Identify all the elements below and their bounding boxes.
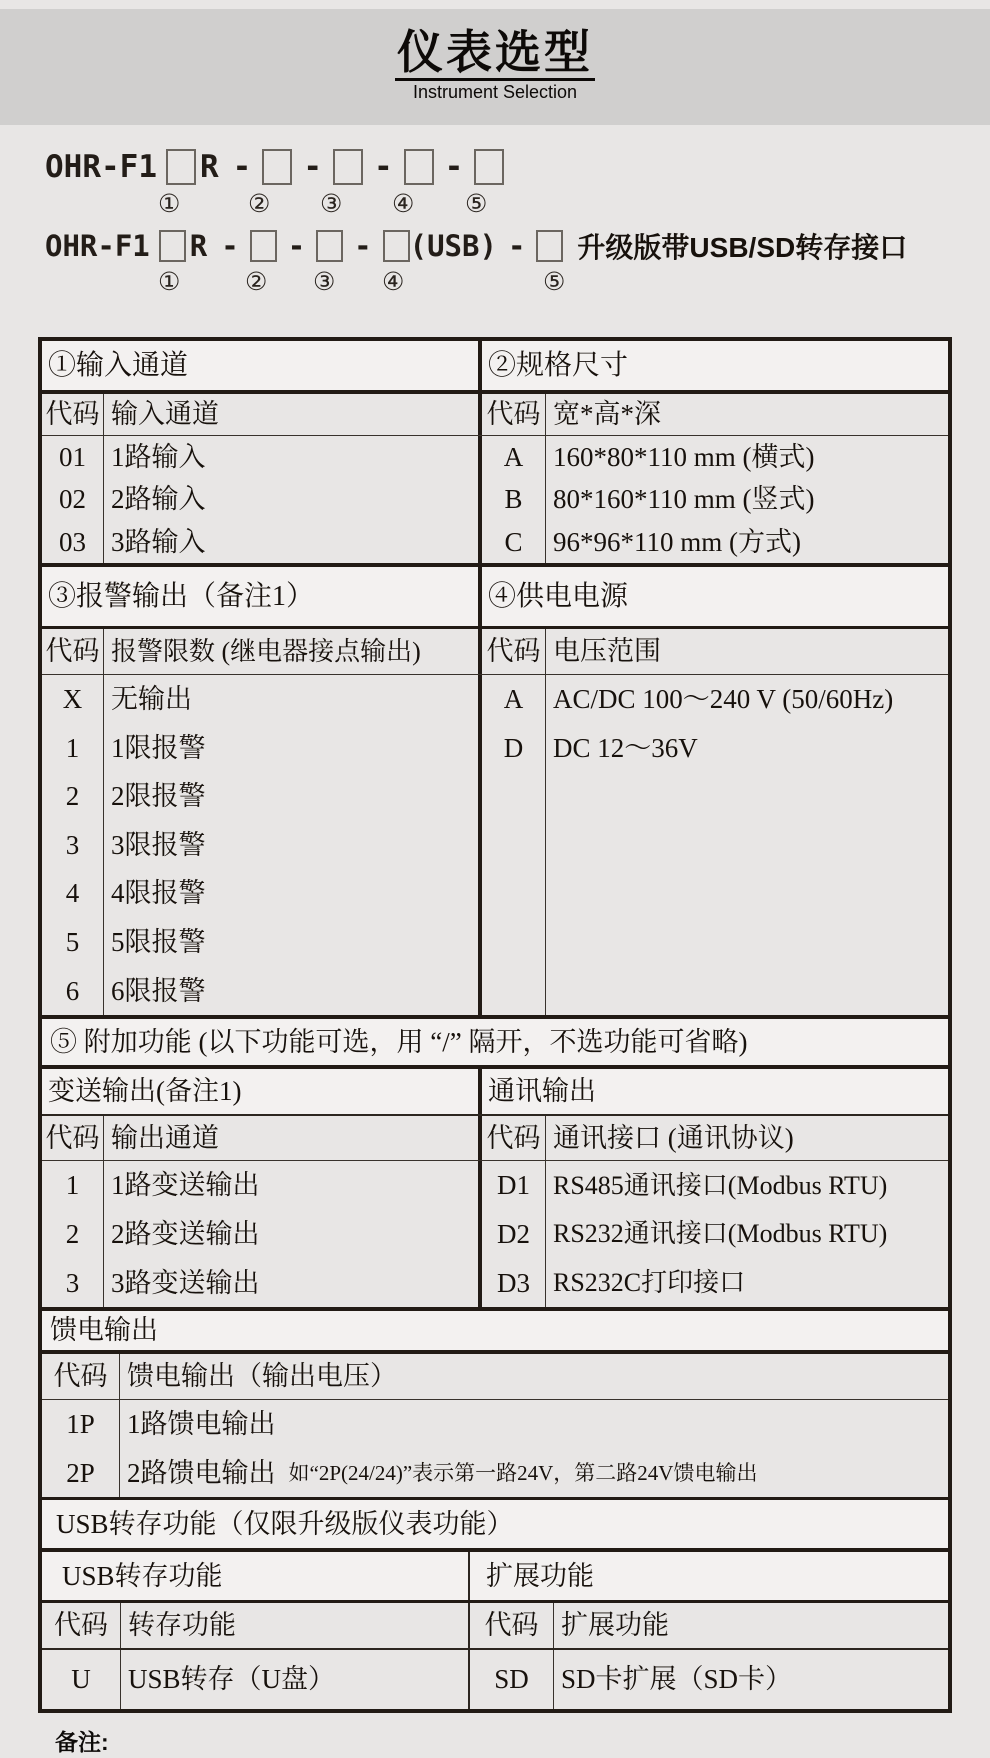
circle-1-marker: ① xyxy=(158,191,181,218)
model-prefix: OHR-F1 xyxy=(45,149,157,185)
desc-header: 转存功能 xyxy=(128,1610,236,1641)
model-box-3 xyxy=(316,230,343,262)
section-5-title: ⑤ 附加功能 (以下功能可选，用 “/” 隔开，不选功能可省略) xyxy=(50,1026,748,1057)
option-code: 1 xyxy=(65,732,80,763)
section-1-2-data-rows xyxy=(42,436,948,567)
model-r-label: R xyxy=(199,149,219,185)
option-desc: 3限报警 xyxy=(111,829,206,860)
option-desc: USB转存（U盘） xyxy=(128,1664,336,1695)
model-code-area xyxy=(45,144,975,300)
option-desc: 3路输入 xyxy=(111,526,206,557)
model-code-line-2 xyxy=(45,224,975,268)
option-desc: RS232C打印接口 xyxy=(553,1268,746,1298)
section-3-4-header-row xyxy=(42,567,948,629)
model-box-2 xyxy=(262,149,292,185)
code-header: 代码 xyxy=(482,394,546,435)
option-desc: DC 12～36V xyxy=(553,732,698,763)
model-dash: - xyxy=(232,149,252,185)
option-desc: RS232通讯接口(Modbus RTU) xyxy=(553,1219,888,1249)
section-5-header-row xyxy=(42,1019,948,1069)
model-box-2 xyxy=(250,230,277,262)
option-code: 4 xyxy=(65,878,80,909)
code-header: 代码 xyxy=(42,394,104,435)
usb-expand-colhead-row xyxy=(42,1603,948,1650)
model-box-1 xyxy=(166,149,196,185)
option-code: 6 xyxy=(65,975,80,1006)
option-code: A xyxy=(503,684,524,715)
model-dash: - xyxy=(507,229,526,263)
desc-header: 报警限数 (继电器接点输出) xyxy=(111,636,421,666)
code-header: 代码 xyxy=(482,629,546,674)
option-code: D3 xyxy=(497,1267,530,1298)
comm-output-title: 通讯输出 xyxy=(488,1076,596,1107)
option-code: 3 xyxy=(65,1267,80,1298)
page-title: 仪表选型 xyxy=(395,27,595,81)
section-2-title: ②规格尺寸 xyxy=(488,349,629,381)
option-desc: 无输出 xyxy=(111,684,192,715)
model-box-4 xyxy=(383,230,410,262)
desc-header: 输出通道 xyxy=(111,1122,219,1153)
transmit-comm-data-rows xyxy=(42,1161,948,1311)
option-code: X xyxy=(62,684,83,715)
model-dash: - xyxy=(374,149,393,185)
circle-markers-row-2 xyxy=(45,268,975,300)
option-desc: 4限报警 xyxy=(111,878,206,909)
section-4-title: ④供电电源 xyxy=(488,580,629,612)
circle-1-marker: ① xyxy=(158,269,181,296)
desc-header: 馈电输出（输出电压） xyxy=(127,1361,397,1392)
option-desc: 80*160*110 mm (竖式) xyxy=(553,484,815,515)
remark-label: 备注: xyxy=(55,1729,109,1755)
option-desc: 160*80*110 mm (横式) xyxy=(553,441,815,472)
model-box-3 xyxy=(333,149,363,185)
option-desc: 2路输入 xyxy=(111,484,206,515)
circle-5-marker: ⑤ xyxy=(465,191,488,218)
option-desc: 96*96*110 mm (方式) xyxy=(553,526,801,557)
section-1-title: ①输入通道 xyxy=(48,349,189,381)
desc-header: 扩展功能 xyxy=(561,1610,669,1641)
feed-output-title: 馈电输出 xyxy=(50,1315,158,1346)
model-dash: - xyxy=(287,229,306,263)
model-box-5 xyxy=(536,230,563,262)
selection-spec-table xyxy=(38,337,952,1713)
desc-header: 通讯接口 (通讯协议) xyxy=(553,1122,794,1153)
usb-function-title: USB转存功能 xyxy=(62,1560,223,1591)
option-code: 03 xyxy=(59,526,86,557)
page-subtitle: Instrument Selection xyxy=(412,82,578,102)
option-code: D2 xyxy=(497,1218,530,1249)
option-code: 02 xyxy=(59,484,86,515)
circle-5-marker: ⑤ xyxy=(543,269,566,296)
model-box-4 xyxy=(404,149,434,185)
option-code: 1 xyxy=(65,1170,80,1201)
circle-3-marker: ③ xyxy=(320,191,343,218)
option-code: A xyxy=(503,441,524,472)
option-code: 1P xyxy=(66,1409,95,1440)
option-code: 3 xyxy=(65,829,80,860)
code-header: 代码 xyxy=(42,629,104,674)
option-desc: 1路变送输出 xyxy=(111,1170,260,1201)
section-3-4-data-rows xyxy=(42,675,948,1019)
circle-3-marker: ③ xyxy=(313,269,336,296)
option-code: 2 xyxy=(65,781,80,812)
option-desc: 5限报警 xyxy=(111,927,206,957)
model-code-line-1 xyxy=(45,144,975,190)
option-desc: 2路变送输出 xyxy=(111,1218,260,1249)
desc-header: 宽*高*深 xyxy=(553,399,661,430)
usb-section-header-row xyxy=(42,1500,948,1552)
circle-2-marker: ② xyxy=(245,269,268,296)
model-prefix: OHR-F1 xyxy=(45,229,150,263)
circle-2-marker: ② xyxy=(248,191,271,218)
option-code: D xyxy=(503,732,524,763)
desc-header: 输入通道 xyxy=(111,399,219,430)
option-desc: 2限报警 xyxy=(111,781,206,812)
expand-function-title: 扩展功能 xyxy=(486,1560,594,1591)
option-code: 2 xyxy=(65,1218,80,1249)
option-code: 01 xyxy=(59,441,86,472)
section-1-2-header-row xyxy=(42,341,948,394)
code-header: 代码 xyxy=(42,1354,120,1399)
header-banner xyxy=(0,9,990,125)
code-header: 代码 xyxy=(42,1603,121,1648)
option-desc: AC/DC 100～240 V (50/60Hz) xyxy=(553,684,894,715)
feed-output-header-row xyxy=(42,1311,948,1354)
circle-markers-row-1 xyxy=(45,190,975,222)
circle-4-marker: ④ xyxy=(392,191,415,218)
model-box-1 xyxy=(159,230,186,262)
option-code: SD xyxy=(470,1650,554,1709)
option-code: U xyxy=(42,1650,121,1709)
transmit-output-title: 变送输出(备注1) xyxy=(48,1076,242,1107)
feed-data-rows xyxy=(42,1400,948,1500)
option-desc: SD卡扩展（SD卡） xyxy=(561,1664,793,1695)
transmit-comm-header-row xyxy=(42,1069,948,1116)
code-header: 代码 xyxy=(42,1116,104,1160)
option-code: B xyxy=(504,484,523,515)
option-desc: 1路馈电输出 xyxy=(127,1409,276,1440)
section-1-2-colhead-row xyxy=(42,394,948,436)
usb-section-title: USB转存功能（仅限升级版仪表功能） xyxy=(56,1508,514,1539)
model-box-5 xyxy=(474,149,504,185)
upgrade-version-note: 升级版带USB/SD转存接口 xyxy=(577,232,908,263)
circle-4-marker: ④ xyxy=(382,269,405,296)
option-desc: 1路输入 xyxy=(111,441,206,472)
model-r-label: R xyxy=(189,229,208,263)
model-dash: - xyxy=(444,149,464,185)
option-desc: 1限报警 xyxy=(111,732,206,763)
desc-header: 电压范围 xyxy=(553,636,661,667)
option-code: 2P xyxy=(66,1457,95,1488)
option-desc: 2路馈电输出 xyxy=(127,1457,276,1488)
option-note: 如“2P(24/24)”表示第一路24V，第二路24V馈电输出 xyxy=(288,1460,758,1485)
transmit-comm-colhead-row xyxy=(42,1116,948,1161)
option-code: 5 xyxy=(65,926,80,957)
option-desc: 6限报警 xyxy=(111,975,206,1006)
model-dash: - xyxy=(221,229,239,263)
code-header: 代码 xyxy=(470,1603,554,1648)
section-3-4-colhead-row xyxy=(42,629,948,675)
option-code: C xyxy=(504,526,523,557)
usb-expand-header-row xyxy=(42,1552,948,1603)
model-dash: - xyxy=(303,149,322,185)
usb-expand-data-row xyxy=(42,1650,948,1709)
model-usb-label: (USB) xyxy=(409,229,497,263)
option-code: D1 xyxy=(497,1170,530,1201)
section-3-title: ③报警输出（备注1） xyxy=(48,580,315,612)
code-header: 代码 xyxy=(482,1116,546,1160)
model-dash: - xyxy=(354,229,372,263)
option-desc: 3路变送输出 xyxy=(111,1267,260,1298)
option-desc: RS485通讯接口(Modbus RTU) xyxy=(553,1170,888,1200)
feed-colhead-row xyxy=(42,1354,948,1400)
